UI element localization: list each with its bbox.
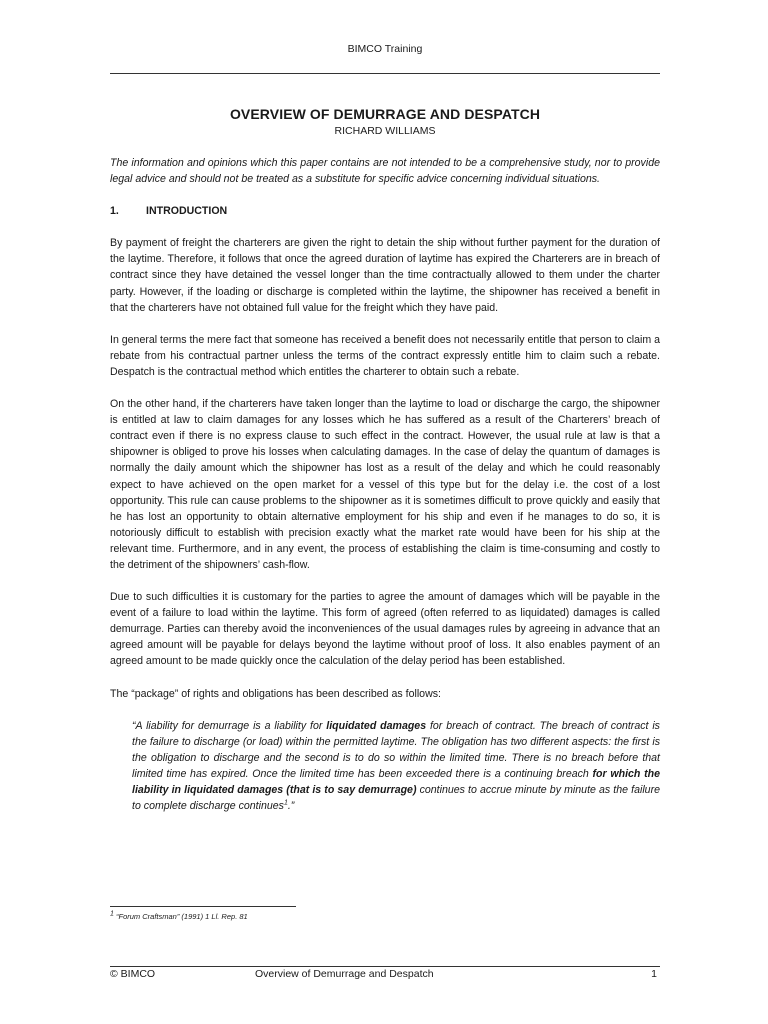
footnote-reference[interactable]: 1: [283, 799, 288, 807]
header-divider: [110, 73, 660, 74]
document-title: OVERVIEW OF DEMURRAGE AND DESPATCH: [229, 106, 541, 122]
page-number: 1: [651, 968, 657, 980]
document-body: [110, 155, 660, 814]
quote-text-4: .”: [287, 800, 295, 813]
document-page: [110, 0, 660, 1024]
body-paragraph-2: In general terms the mere fact that someone has received a benefit does not necessarily entitle that person to claim a rebate from his contractual partner unless the terms of the contract expressly entitle him to claim such a rebate. Despatch is the contractual method which entitles the charterer to obtain such a rebate.: [110, 333, 661, 378]
footer-divider: [110, 966, 660, 967]
footnote-marker: 1: [110, 910, 114, 918]
body-paragraph-1: By payment of freight the charterers are given the right to detain the ship without further payment for the duration of the laytime. Therefore, it follows that once the agreed duration of laytime has expired the Charterers are in breach of contract since they have detained the vessel longer than the time contractually allowed to them under the charter party. However, if the loading or discharge is completed within the laytime, the shipowner has received a benefit in that the charterers have not obtained full value for the freight which they have paid.: [110, 237, 660, 314]
footer-copyright: © BIMCO: [110, 968, 156, 980]
quote-text-1: “A liability for demurrage is a liability for: [132, 719, 327, 732]
body-paragraph-4: Due to such difficulties it is customary for the parties to agree the amount of damages which will be payable in the event of a failure to load within the laytime. This form of agreed (often referred to as liquidated) damages is called demurrage. Parties can thereby avoid the inconveniences of the usual damages rules by agreeing in advance that an agreed amount will be payable for delays beyond the laytime without proof of loss. It also enables payment of an agreed amount to be made quickly once the calculation of the delay period has been established.: [110, 591, 660, 668]
quote-text-3: continues to accrue minute by minute as the failure to complete discharge continues: [132, 784, 660, 813]
quote-bold-1: liquidated damages: [326, 719, 427, 732]
quote-bold-2: for which the liability in liquidated damages (that is to say demurrage): [132, 767, 660, 796]
quote-text-2: for breach of contract. The breach of contract is the failure to discharge (or load) within the permitted laytime. The obligation has two different aspects: the first is the obligation to discharge and the second is to do so within the limited time. There is no breach before that limited time has expired. Once the limited time has been exceeded there is a continuing breach: [132, 719, 660, 780]
section-heading: [110, 203, 660, 219]
body-paragraph-5: The “package” of rights and obligations has been described as follows:: [110, 687, 441, 700]
footnote-text: “Forum Craftsman” (1991) 1 Ll. Rep. 81: [113, 912, 248, 921]
footer-title: Overview of Demurrage and Despatch: [255, 968, 434, 980]
disclaimer-paragraph: The information and opinions which this paper contains are not intended to be a comprehensive study, nor to provide legal advice and should not be treated as a substitute for specific advice concerning individual situations.: [110, 157, 660, 186]
body-paragraph-3: On the other hand, if the charterers have taken longer than the laytime to load or discharge the cargo, the shipowner is entitled at law to claim damages for any losses which he has suffered as a result of the Charterers’ breach of contract even if there is no express clause to such effect in the contract. However, the usual rule at law is that a shipowner is obliged to prove his losses when calculating damages. In the case of delay the quantum of damages is normally the daily amount which the shipowner has lost as a result of the delay and which he could reasonably expect to have achieved on the open market for a vessel of this type but for the delay i.e. the cost of a lost opportunity. This rule can cause problems to the shipowner as it is sometimes difficult to prove quickly and easily that he has lost an opportunity to obtain alternative employment for his ship and even if he manages to do so, it is notoriously difficult to establish with precision exactly what the market rate would have been for his ship at the relevant time. Furthermore, and in any event, the process of establishing the claim is time-consuming and costly to the detriment of the shipowners’ cash-flow.: [110, 398, 660, 571]
running-header: BIMCO Training: [347, 43, 423, 55]
section-number: 1.: [110, 205, 119, 218]
footnote-divider: [110, 906, 296, 907]
section-title: INTRODUCTION: [146, 205, 228, 218]
block-quote: [132, 718, 660, 815]
footnote: [110, 912, 248, 921]
document-author: RICHARD WILLIAMS: [334, 125, 436, 137]
